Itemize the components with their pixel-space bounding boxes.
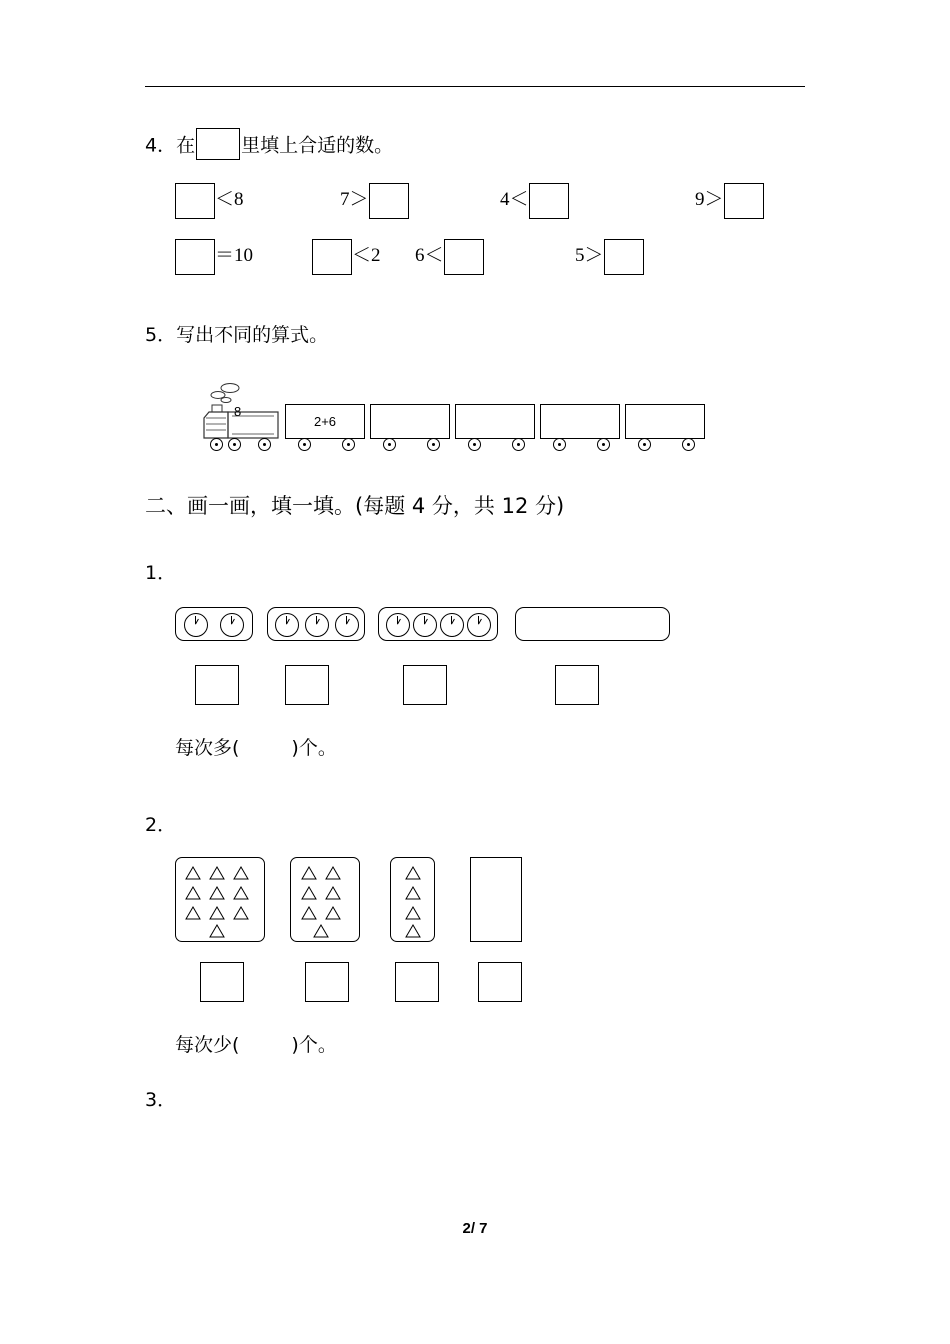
question-5-text: 写出不同的算式。 (176, 324, 329, 346)
triangle-icon (301, 886, 317, 900)
triangle-icon (209, 866, 225, 880)
q4-item-4-op: ＞ (704, 188, 724, 210)
q4-item-5-op: ＝ (215, 244, 235, 266)
clock-group-2 (267, 607, 365, 641)
wheel (638, 438, 651, 451)
clock-group-empty[interactable] (515, 607, 670, 641)
answer-box[interactable] (478, 962, 522, 1002)
part-2-prompt-a: 每次少( (175, 1034, 240, 1056)
triangle-group-empty[interactable] (470, 857, 522, 942)
wheel (682, 438, 695, 451)
answer-box[interactable] (403, 665, 447, 705)
part-2 (145, 810, 810, 1060)
triangle-icon (209, 924, 225, 938)
part-1 (145, 558, 810, 763)
part-1-number: 1． (145, 562, 177, 584)
train-car[interactable] (540, 404, 620, 439)
question-4 (145, 130, 810, 292)
triangle-icon (405, 866, 421, 880)
clock-icon (305, 613, 329, 637)
q4-item-6 (312, 236, 381, 275)
q4-item-8-left: 5 (575, 245, 585, 266)
answer-box[interactable] (175, 183, 215, 219)
wheel (228, 438, 241, 451)
answer-box[interactable] (604, 239, 644, 275)
triangle-icon (209, 886, 225, 900)
triangle-icon (325, 906, 341, 920)
triangle-icon (233, 906, 249, 920)
answer-box[interactable] (724, 183, 764, 219)
q4-item-6-op: ＜ (352, 244, 372, 266)
answer-box[interactable] (312, 239, 352, 275)
question-4-heading (145, 130, 810, 162)
answer-box[interactable] (285, 665, 329, 705)
question-5 (145, 320, 810, 462)
part-2-answer-row (145, 962, 810, 1008)
clock-icon (220, 613, 244, 637)
part-3 (145, 1085, 176, 1112)
q4-item-1-op: ＜ (215, 188, 235, 210)
triangle-group-3 (390, 857, 435, 942)
clock-icon (386, 613, 410, 637)
q4-item-3-left: 4 (500, 189, 510, 210)
triangle-icon (405, 924, 421, 938)
clock-icon (184, 613, 208, 637)
top-divider (145, 86, 805, 87)
q4-item-5 (175, 236, 253, 275)
train-car[interactable] (625, 404, 705, 439)
q4-item-5-right: 10 (234, 245, 254, 266)
wheel (210, 438, 223, 451)
triangle-icon (233, 886, 249, 900)
triangle-icon (209, 906, 225, 920)
q4-item-3-op: ＜ (509, 188, 529, 210)
answer-box[interactable] (555, 665, 599, 705)
question-4-number: 4． (145, 134, 177, 157)
part-2-triangle-row (145, 857, 810, 952)
clock-icon (275, 613, 299, 637)
q4-item-2-op: ＞ (349, 188, 369, 210)
part-1-prompt-a: 每次多( (175, 737, 240, 759)
triangle-icon (325, 866, 341, 880)
question-4-row-2 (145, 236, 810, 292)
clock-icon (335, 613, 359, 637)
q4-item-3 (500, 180, 569, 219)
train-car[interactable] (370, 404, 450, 439)
train-car[interactable] (455, 404, 535, 439)
wheel (553, 438, 566, 451)
wheel (512, 438, 525, 451)
triangle-group-1 (175, 857, 265, 942)
triangle-icon (185, 906, 201, 920)
q4-item-4-left: 9 (695, 189, 705, 210)
wheel (298, 438, 311, 451)
question-4-row-1 (145, 180, 810, 236)
q4-item-4 (695, 180, 764, 219)
clock-group-3 (378, 607, 498, 641)
part-1-answer-row (145, 665, 810, 711)
part-3-number: 3． (145, 1089, 177, 1111)
q4-item-2-left: 7 (340, 189, 350, 210)
part-1-clock-row (145, 607, 810, 655)
answer-box[interactable] (369, 183, 409, 219)
answer-box[interactable] (200, 962, 244, 1002)
wheel (342, 438, 355, 451)
part-1-prompt (175, 733, 810, 763)
q4-item-7-op: ＜ (424, 244, 444, 266)
clock-icon (440, 613, 464, 637)
answer-box[interactable] (305, 962, 349, 1002)
answer-box[interactable] (395, 962, 439, 1002)
question-4-text-after: 里填上合适的数。 (241, 134, 394, 157)
q4-item-2 (340, 180, 409, 219)
triangle-icon (185, 866, 201, 880)
question-4-text-before: 在 (176, 134, 196, 157)
clock-group-1 (175, 607, 253, 641)
clock-icon (413, 613, 437, 637)
q4-item-1 (175, 180, 244, 219)
triangle-icon (325, 886, 341, 900)
wheel (597, 438, 610, 451)
answer-box[interactable] (444, 239, 484, 275)
section-two-heading: 二、画一画，填一填。(每题 4 分，共 12 分) (145, 494, 565, 518)
train-illustration (200, 372, 760, 462)
wheel (468, 438, 481, 451)
triangle-icon (185, 886, 201, 900)
clock-icon (467, 613, 491, 637)
triangle-icon (233, 866, 249, 880)
wheel (383, 438, 396, 451)
answer-box[interactable] (195, 665, 239, 705)
wheel (258, 438, 271, 451)
q4-item-8-op: ＞ (584, 244, 604, 266)
part-2-prompt (175, 1030, 810, 1060)
triangle-group-2 (290, 857, 360, 942)
triangle-icon (301, 866, 317, 880)
train-car[interactable]: 2+6 (285, 404, 365, 439)
part-2-prompt-b: )个。 (291, 1034, 337, 1056)
page-number: 2/ 7 (462, 1220, 488, 1237)
q4-item-6-right: 2 (371, 245, 381, 266)
answer-box[interactable] (175, 239, 215, 275)
part-1-prompt-b: )个。 (291, 737, 337, 759)
wheel (427, 438, 440, 451)
q4-item-8 (575, 236, 644, 275)
locomotive-number: 8 (234, 404, 242, 419)
triangle-icon (313, 924, 329, 938)
inline-blank-box[interactable] (196, 128, 240, 160)
triangle-icon (405, 886, 421, 900)
q4-item-7 (415, 236, 484, 275)
q4-item-7-left: 6 (415, 245, 425, 266)
q4-item-1-right: 8 (234, 189, 244, 210)
triangle-icon (405, 906, 421, 920)
answer-box[interactable] (529, 183, 569, 219)
question-5-number: 5． (145, 324, 177, 346)
part-2-number: 2． (145, 814, 177, 836)
question-5-heading (145, 320, 810, 350)
triangle-icon (301, 906, 317, 920)
